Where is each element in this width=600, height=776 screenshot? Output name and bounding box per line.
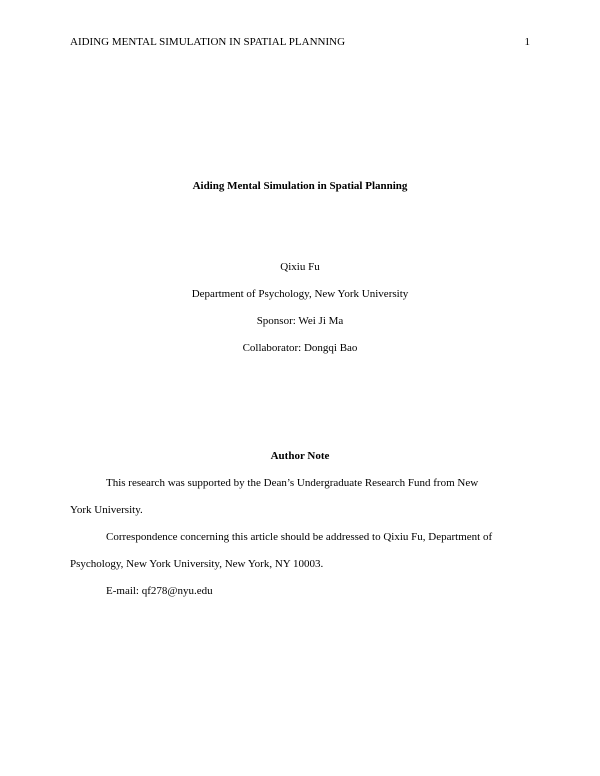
running-head: AIDING MENTAL SIMULATION IN SPATIAL PLANNING (70, 36, 346, 48)
funding-text-line-2: York University. (70, 504, 143, 516)
author-note-heading: Author Note (270, 450, 330, 462)
correspondence-text-line-1: Correspondence concerning this article should be addressed to Qixiu Fu, Department of (106, 531, 493, 543)
paper-title: Aiding Mental Simulation in Spatial Planning (192, 180, 408, 192)
funding-text-line-1: This research was supported by the Dean’s Undergraduate Research Fund from New (106, 477, 479, 489)
author-name: Qixiu Fu (280, 261, 320, 273)
sponsor-line: Sponsor: Wei Ji Ma (256, 315, 344, 327)
collaborator-line: Collaborator: Dongqi Bao (242, 342, 358, 354)
correspondence-text-line-2: Psychology, New York University, New York, NY 10003. (70, 558, 324, 570)
page-number: 1 (524, 36, 530, 48)
author-affiliation: Department of Psychology, New York University (191, 288, 409, 300)
email-line: E-mail: qf278@nyu.edu (106, 585, 213, 597)
